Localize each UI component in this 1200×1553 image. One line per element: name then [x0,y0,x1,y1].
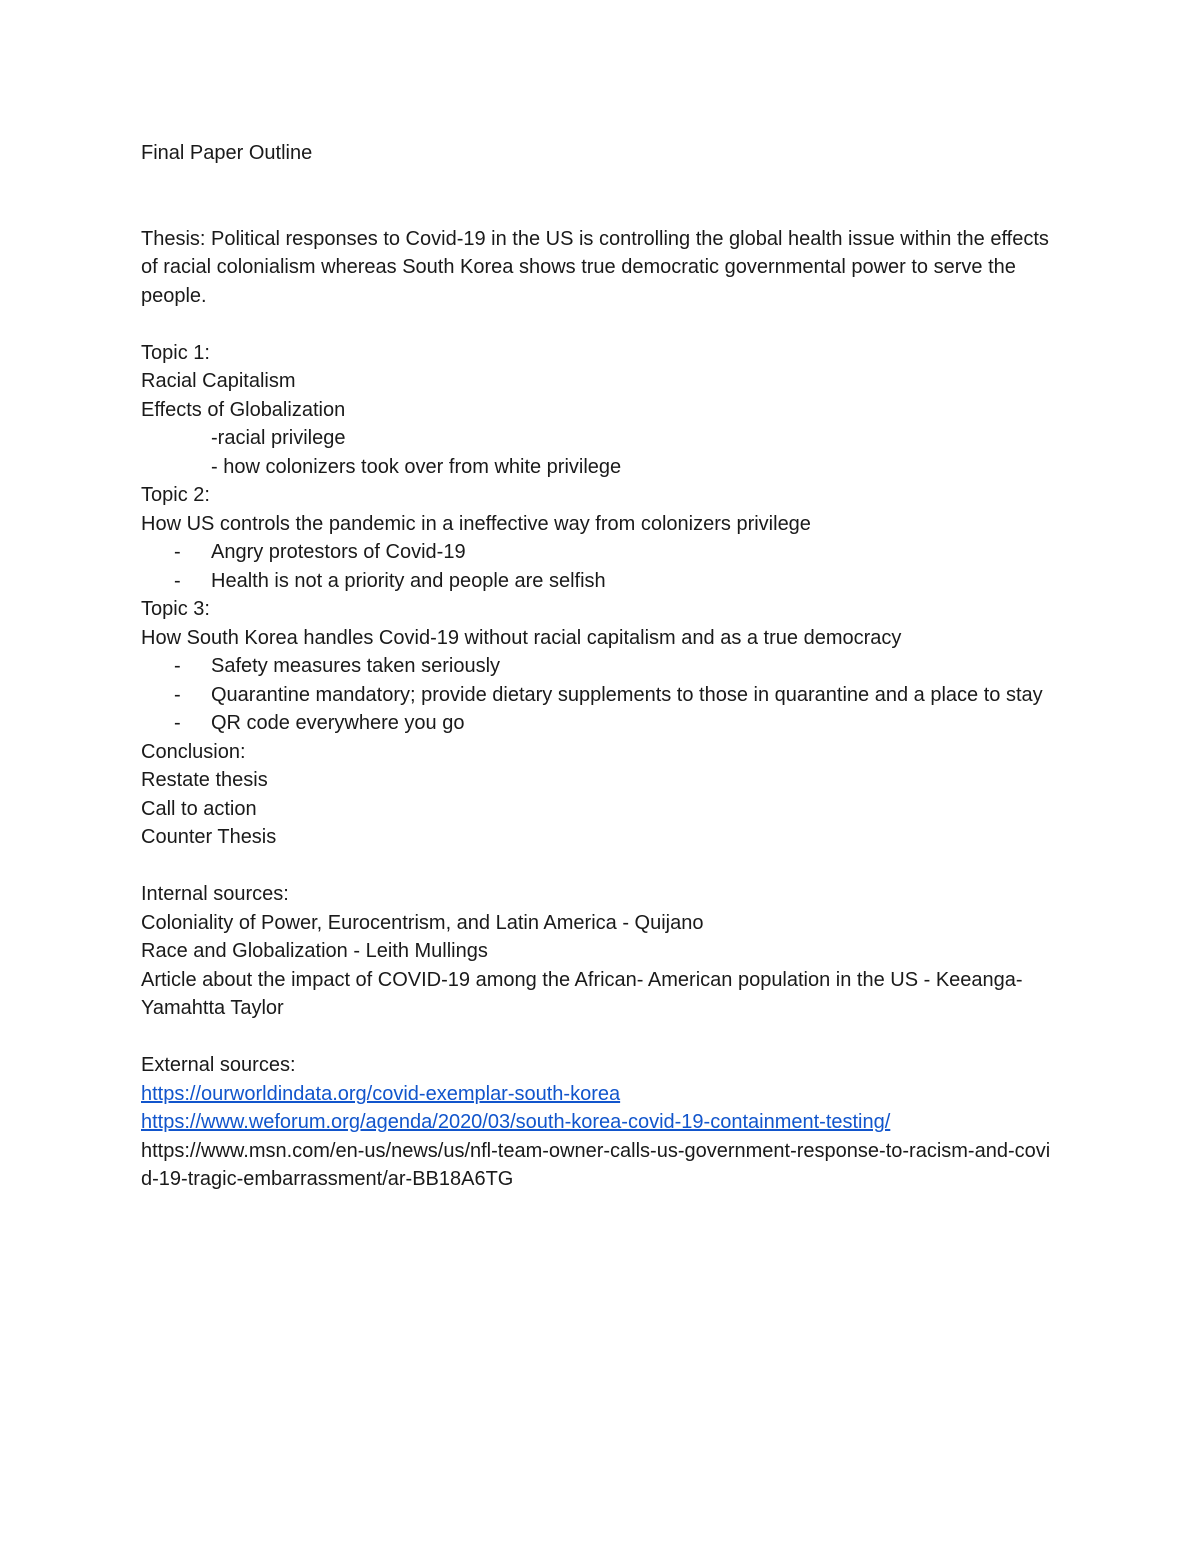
topic2-heading: Topic 2: [141,484,210,506]
bullet-marker: - [174,712,181,734]
external-source-link-row [141,1108,1061,1137]
bullet-marker: - [174,655,181,677]
spacer [141,310,1061,339]
conclusion-heading: Conclusion: [141,740,246,763]
topic3-bullet [141,652,1061,681]
topic3-heading: Topic 3: [141,598,210,620]
topic3-bullet [141,681,1061,710]
topic1-subitem: - how colonizers took over from white privilege [211,455,622,478]
bullet-text: Safety measures taken seriously [211,655,501,677]
topic1-subitem: -racial privilege [211,427,346,449]
document-title: Final Paper Outline [141,142,313,164]
bullet-text: Health is not a priority and people are selfish [211,569,606,592]
topic2-bullet [141,538,1061,567]
topic2-line: How US controls the pandemic in a ineffective way from colonizers privilege [141,512,811,535]
conclusion-line: Counter Thesis [141,826,277,848]
spacer [141,168,1061,197]
bullet-text: QR code everywhere you go [211,712,465,734]
bullet-marker: - [174,683,181,706]
internal-source-item: Coloniality of Power, Eurocentrism, and Latin America - Quijano [141,911,704,934]
conclusion-line: Restate thesis [141,769,268,791]
external-source-link-row [141,1080,1061,1109]
spacer [141,1023,1061,1052]
topic3-bullet [141,709,1061,738]
external-sources-heading: External sources: [141,1054,296,1076]
conclusion-line: Call to action [141,797,257,820]
external-source-plain: https://www.msn.com/en-us/news/us/nfl-team-owner-calls-us-government-response-to-racism-and-covid-19-tragic-embarrassment/ar-BB18A6TG [141,1139,1051,1190]
bullet-text: Quarantine mandatory; provide dietary supplements to those in quarantine and a place to stay [211,683,1043,706]
external-source-link[interactable]: https://www.weforum.org/agenda/2020/03/south-korea-covid-19-containment-testing/ [141,1111,891,1133]
bullet-marker: - [174,569,181,592]
topic3-line: How South Korea handles Covid-19 without racial capitalism and as a true democracy [141,626,902,649]
spacer [141,852,1061,881]
external-source-link[interactable]: https://ourworldindata.org/covid-exemplar-south-korea [141,1082,621,1105]
topic1-heading: Topic 1: [141,341,210,364]
topic1-line: Racial Capitalism [141,370,296,392]
internal-sources-heading: Internal sources: [141,883,289,905]
internal-source-item: Race and Globalization - Leith Mullings [141,940,488,962]
internal-source-item: Article about the impact of COVID-19 among the African- American population in the US - Keeanga- Yamahtta Taylor [141,968,1023,1019]
document-body [141,139,1061,1194]
topic2-bullet [141,567,1061,596]
bullet-text: Angry protestors of Covid-19 [211,541,466,563]
bullet-marker: - [174,541,181,563]
spacer [141,196,1061,225]
topic1-line: Effects of Globalization [141,398,346,421]
thesis-paragraph: Thesis: Political responses to Covid-19 in the US is controlling the global health issue within the effects of racial colonialism whereas South Korea shows true democratic governmental power to serve the people. [141,227,1049,307]
